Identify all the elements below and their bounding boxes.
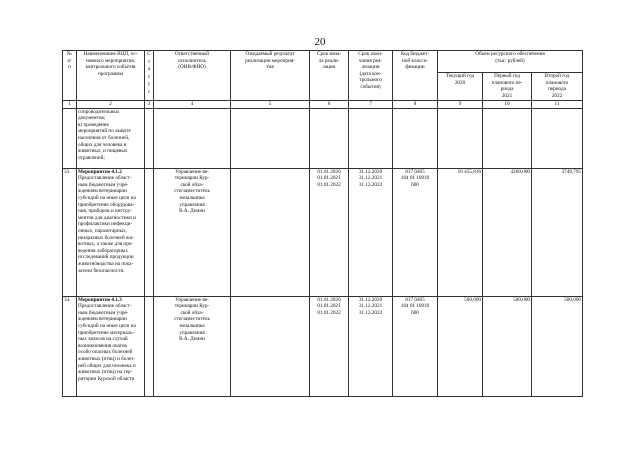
column-number: 1 xyxy=(63,101,77,109)
text-line: ла реали- xyxy=(318,57,340,64)
column-number: 9 xyxy=(438,101,483,109)
column-number: 5 xyxy=(231,101,310,109)
text-line: Ожидаемый результат xyxy=(245,51,295,57)
column-number: 11 xyxy=(532,101,583,109)
row-end-dates xyxy=(349,108,393,168)
row-number: 34. xyxy=(63,296,77,396)
text-line: т xyxy=(147,73,151,80)
header-budget-code xyxy=(393,51,438,101)
row-expected-result xyxy=(231,108,310,168)
text-line: незаразных болезней жи- xyxy=(78,234,134,241)
text-line: (дата кон- xyxy=(359,70,382,77)
text-line: Срок окон- xyxy=(358,51,383,57)
text-line: Наименование ВЦП, ос- xyxy=(83,51,138,57)
text-line: управления xyxy=(179,329,205,336)
text-line: 31.12.2021 xyxy=(358,303,383,310)
header-name xyxy=(77,51,145,101)
text-line: субсидий на иные цели на xyxy=(78,194,136,201)
text-line: (ОИВ/ФИО) xyxy=(178,64,206,71)
text-line: общих для человека и xyxy=(78,141,127,148)
text-line: В.А. Демин xyxy=(179,336,205,343)
text-line: ной класси- xyxy=(402,57,428,64)
text-line: Первый год xyxy=(494,73,520,79)
text-line: приобретение материаль- xyxy=(78,329,135,336)
text-line: вотных, а также для про- xyxy=(78,241,134,248)
header-row-top xyxy=(63,51,583,73)
text-line: теринарии Кур- xyxy=(174,175,210,182)
text-line: фикации xyxy=(405,64,425,71)
text-line: ской обла- xyxy=(180,181,204,188)
text-line: животноводства на пока- xyxy=(78,260,134,267)
row-budget-code xyxy=(393,168,438,296)
text-line: 31.12.2022 xyxy=(358,309,383,316)
text-line: трольного xyxy=(359,77,382,84)
row-amount-2022: 500,000 xyxy=(532,296,583,396)
text-line: 184 01 10010 xyxy=(400,303,430,310)
header-number xyxy=(63,51,77,101)
text-line: 2022 xyxy=(551,92,563,99)
column-numbers-row xyxy=(63,101,583,109)
row-expected-result xyxy=(231,168,310,296)
text-line: 01.01.2021 xyxy=(317,175,341,182)
header-expected-result xyxy=(231,51,310,101)
row-start-dates xyxy=(310,168,349,296)
row-budget-code xyxy=(393,108,438,168)
header-start-date xyxy=(310,51,349,101)
header-status xyxy=(145,51,154,101)
column-number: 10 xyxy=(483,101,532,109)
text-line: чания реа- xyxy=(358,57,383,64)
text-line: ждениям ветеринарии xyxy=(78,188,127,195)
text-line: ным бюджетным учре- xyxy=(78,181,129,188)
column-number: 3 xyxy=(145,101,154,109)
row-name xyxy=(77,296,145,396)
text-line: 01.01.2020 xyxy=(317,168,341,175)
text-line: мероприятий по защите xyxy=(78,128,131,135)
text-line: ведения лабораторных xyxy=(78,247,128,254)
row-amount-2020 xyxy=(438,108,483,168)
header-year-2022 xyxy=(532,73,583,101)
text-line: планового пе- xyxy=(491,79,523,86)
header-year-2020 xyxy=(438,73,483,101)
text-line: ния, приборов и инстру- xyxy=(78,208,132,215)
text-line: профилактики инфекци- xyxy=(78,221,133,228)
text-line: исследований продукции xyxy=(78,254,134,261)
column-number: 2 xyxy=(77,101,145,109)
text-line: Управление ве- xyxy=(175,168,209,175)
row-title: Мероприятие 4.1.3 xyxy=(78,296,122,303)
text-line: у xyxy=(147,81,151,87)
text-line: 01.01.2022 xyxy=(317,181,341,188)
text-line: планового xyxy=(545,79,569,86)
table-row xyxy=(63,296,583,396)
text-line: сти/заместитель xyxy=(174,316,210,323)
header-resource-volume xyxy=(438,51,583,73)
text-line: (тыс. рублей) xyxy=(495,57,525,64)
text-line: приобретение оборудова- xyxy=(78,201,135,208)
text-line: п/ xyxy=(67,57,72,64)
row-executor xyxy=(154,168,231,296)
text-line: 817 0405 xyxy=(405,296,425,303)
text-line: начальника xyxy=(179,322,205,329)
text-line: животных, и пищевых xyxy=(78,148,128,155)
row-name xyxy=(77,168,145,296)
row-number xyxy=(63,108,77,168)
text-line: Ответственный xyxy=(174,51,210,57)
text-line: субсидий на иные цели на xyxy=(78,322,136,329)
text-line: в) проведение xyxy=(78,121,109,128)
text-line: Объем ресурсного обеспечения xyxy=(475,51,545,57)
header-executor xyxy=(154,51,231,101)
text-line: 2021 xyxy=(501,92,513,99)
text-line: ных запасов на случай xyxy=(78,336,128,343)
text-line: 31.12.2020 xyxy=(358,296,383,303)
row-amount-2021 xyxy=(483,108,532,168)
text-line: ным бюджетным учре- xyxy=(78,309,129,316)
text-line: ментов для диагностики и xyxy=(78,214,136,221)
text-line: Предоставление област- xyxy=(78,303,132,310)
text-line: новного мероприятия, xyxy=(85,57,136,64)
text-line: а xyxy=(147,66,151,72)
program-table xyxy=(62,50,583,397)
column-number: 6 xyxy=(310,101,349,109)
text-line: периода xyxy=(548,86,566,93)
text-line: 600 xyxy=(411,181,419,188)
text-line: 01.01.2020 xyxy=(317,296,341,303)
text-line: Предоставление област- xyxy=(78,175,132,182)
text-line: лизации xyxy=(361,64,380,71)
text-line: затели безопасности. xyxy=(78,267,125,274)
text-line: 01.01.2021 xyxy=(317,303,341,310)
text-line: Управление ве- xyxy=(175,296,209,303)
row-amount-2020: 10 455,816 xyxy=(438,168,483,296)
text-line: события) xyxy=(360,83,381,90)
table-row xyxy=(63,168,583,296)
row-amount-2022 xyxy=(532,108,583,168)
text-line: населения от болезней, xyxy=(78,134,130,141)
text-line: с xyxy=(147,88,151,95)
row-amount-2020: 500,000 xyxy=(438,296,483,396)
text-line: 31.12.2022 xyxy=(358,181,383,188)
text-line: сти/заместитель xyxy=(174,188,210,195)
table-row xyxy=(63,108,583,168)
text-line: 31.12.2020 xyxy=(358,168,383,175)
header-year-2021 xyxy=(483,73,532,101)
row-executor xyxy=(154,296,231,396)
row-end-dates xyxy=(349,296,393,396)
row-expected-result xyxy=(231,296,310,396)
column-number: 7 xyxy=(349,101,393,109)
text-line: реализации мероприя- xyxy=(245,57,295,64)
row-status xyxy=(145,108,154,168)
text-line: Второй год xyxy=(544,73,570,79)
text-line: ждениям ветеринарии xyxy=(78,316,127,323)
text-line: 31.12.2021 xyxy=(358,175,383,182)
text-line: животных (птиц) на тер- xyxy=(78,369,133,376)
text-line: № xyxy=(67,51,72,57)
text-line: т xyxy=(147,58,151,65)
text-line: Код бюджет- xyxy=(400,51,430,57)
row-amount-2021: 4260,000 xyxy=(483,168,532,296)
row-end-dates xyxy=(349,168,393,296)
page-number: 20 xyxy=(314,36,326,48)
row-name xyxy=(77,108,145,168)
text-line: контрольного события xyxy=(85,64,136,71)
text-line: начальника xyxy=(179,194,205,201)
text-line: зации xyxy=(322,64,336,71)
row-executor xyxy=(154,108,231,168)
text-line: 01.01.2022 xyxy=(317,309,341,316)
text-line: отравлений; xyxy=(78,154,105,161)
text-line: Текущий год xyxy=(445,73,475,79)
column-number: 4 xyxy=(154,101,231,109)
text-line: животных (птиц) и болез- xyxy=(78,355,136,362)
text-line: ней общих для человека и xyxy=(78,362,136,369)
row-title: Мероприятие 4.1.2 xyxy=(78,168,122,175)
column-number: 8 xyxy=(393,101,438,109)
text-line: сопроводительных xyxy=(78,108,120,115)
text-line: В.А. Демин xyxy=(179,208,205,215)
header-end-date xyxy=(349,51,393,101)
text-line: 600 xyxy=(411,309,419,316)
text-line: 2020 xyxy=(454,79,466,86)
text-line: теринарии Кур- xyxy=(174,303,210,310)
text-line: управления xyxy=(179,201,205,208)
text-line: 817 0405 xyxy=(405,168,425,175)
row-status xyxy=(145,168,154,296)
text-line: риода xyxy=(500,86,514,93)
text-line: онных, паразитарных, xyxy=(78,227,127,234)
text-line: ритории Курской области xyxy=(78,375,135,382)
row-start-dates xyxy=(310,296,349,396)
row-start-dates xyxy=(310,108,349,168)
row-amount-2022: 3749,795 xyxy=(532,168,583,296)
row-amount-2021: 500,000 xyxy=(483,296,532,396)
text-line: исполнитель xyxy=(177,57,207,64)
row-number: 33. xyxy=(63,168,77,296)
text-line: Срок нача- xyxy=(317,51,341,57)
row-status xyxy=(145,296,154,396)
text-line: ской обла- xyxy=(180,309,204,316)
text-line: 184 01 10010 xyxy=(400,175,430,182)
text-line: С xyxy=(147,51,151,57)
text-line: особо опасных болезней xyxy=(78,349,133,356)
row-budget-code xyxy=(393,296,438,396)
text-line: программы xyxy=(97,70,124,77)
text-line: возникновения очагов xyxy=(78,342,127,349)
text-line: тия xyxy=(266,64,274,71)
text-line: документов; xyxy=(78,115,106,122)
text-line: п xyxy=(68,64,71,71)
